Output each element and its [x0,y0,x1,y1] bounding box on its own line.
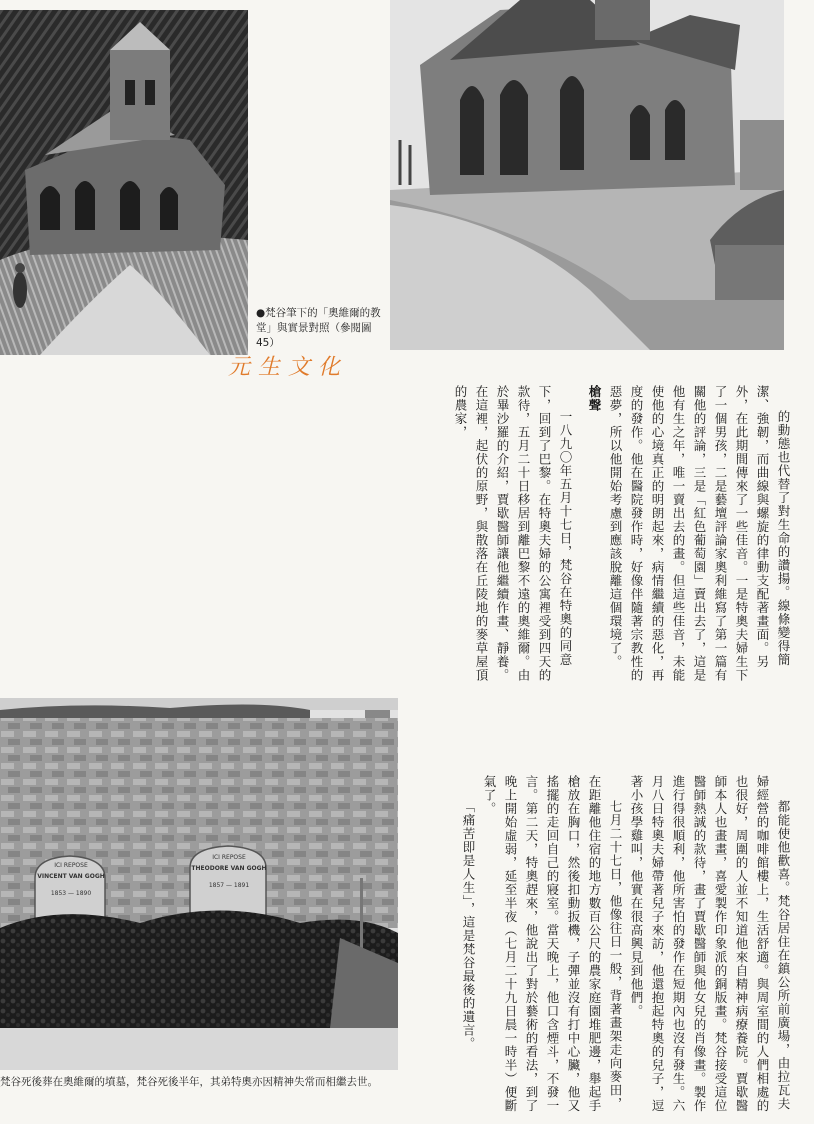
grave-label-left [36,856,106,897]
lower-paragraph-1: 都能使他歡喜。梵谷居住在鎮公所前廣場，由拉瓦夫婦經營的咖啡館樓上，生活舒適。與周室間的人們相處的也很好，周圍的人並不知道他來自精神病療養院。賈歇醫師本人也畫畫，喜愛製作印象派的銅版畫。梵谷接受這位醫師熱誠的款待，畫了賈歇醫師與他女兒的肖像畫。製作進行得很順利，他所害怕的發作在短期內也沒有發生。六月八日特奧夫婦帶著兒子來訪，他還抱起特奧的兒子，逗著小孩學雞叫，他實在很高興見到他們。 [629,775,791,1113]
grave-left-dates: 1853 — 1890 [50,890,92,897]
upper-paragraph-1: 的動態也代替了對生命的讚揚。線條變得簡潔、強韌，而曲線與螺旋的律動支配著畫面。另外，在此期間傳來了一些佳音。一是特奧夫婦生下了一個男孩，二是藝壇評論家奧利維寫了第一篇有關他的評論，三是「紅色葡萄園」賣出去了，這是他有生之年，唯一賣出去的畫。但這些佳音，未能使他的心境真正的明朗起來，病情繼續的惡化，再度的發作。他在醫院發作時，好像伴隨著宗教性的惡夢，所以他開始考慮到應該脫離這個環境了。 [608,385,791,682]
church-photo-image [390,0,784,350]
grave-caption: 梵谷死後葬在奧維爾的墳墓，梵谷死後半年，其弟特奧亦因精神失常而相繼去世。 [0,1076,378,1088]
grave-right-name: THEODORE VAN GOGH [191,865,267,872]
lower-paragraph-3: 「痛苦即是人生」，這是梵谷最後的遺言。 [461,800,476,1051]
upper-paragraph-2: 一八九〇年五月十七日，梵谷在特奧的同意下，回到了巴黎。在特奧夫婦的公寓裡受到四天的款待，五月二十日移居到離巴黎不遠的奧維爾。由於畢沙羅的介紹，賈歇醫師讓他繼續作畫、靜養。在這裡，起伏的原野，與散落在丘陵地的麥草屋頂的農家， [453,385,573,682]
section-heading: 槍聲 [587,385,602,412]
grave-right-dates: 1857 — 1891 [208,882,250,889]
grave-left-name: VINCENT VAN GOGH [37,873,105,880]
lower-paragraph-2: 七月二十七日，他像往日一般，背著畫架走向麥田，在距離他住宿的地方數百公尺的農家庭園堆肥邊，舉起手槍放在胸口，然後扣動扳機，子彈並沒有打中心臟，他又搖擺的走回自己的寢室。當天晚上，他口含煙斗，不發一言。第二天，特奧趕來，他說出了對於藝術的看法，到了晚上開始虛弱，延至半夜（七月二十九日晨一時半）便斷氣了。 [482,775,623,1113]
grave-label-right [191,846,267,889]
publisher-brand: 元生文化 [228,355,349,380]
grave-right-repose: ICI REPOSE [212,854,246,861]
church-caption: ●梵谷筆下的「奧維爾的教堂」與實景對照（參閱圖45） [256,307,381,349]
lower-text-block [424,775,794,1120]
painting-church-image [0,10,248,355]
grave-left-repose: ICI REPOSE [54,862,88,869]
grave-photo-image [0,698,398,1070]
upper-text-block [422,385,794,690]
